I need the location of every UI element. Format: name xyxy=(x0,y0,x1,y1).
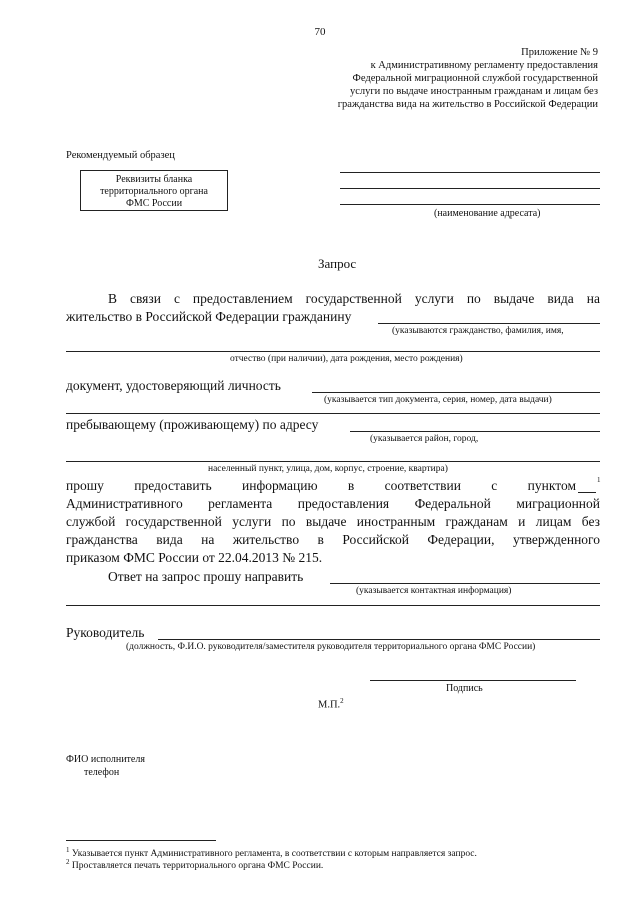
appendix-line: гражданства вида на жительство в Российской Федерации xyxy=(337,99,598,110)
addressee-caption: (наименование адресата) xyxy=(434,208,541,219)
answer-label: Ответ на запрос прошу направить xyxy=(108,569,304,584)
head-label: Руководитель xyxy=(66,625,145,640)
appendix-line: к Административному регламенту предоставления xyxy=(370,60,598,71)
footnote-separator xyxy=(66,840,216,841)
executor-phone: телефон xyxy=(84,767,120,778)
seal-label xyxy=(318,697,344,711)
document-field-line[interactable] xyxy=(312,392,600,393)
addressee-line[interactable] xyxy=(340,188,600,189)
contact-field-line-2[interactable] xyxy=(66,605,600,606)
head-caption: (должность, Ф.И.О. руководителя/заместителя руководителя территориального органа ФМС России) xyxy=(126,642,536,652)
footnote-text: Проставляется печать территориального органа ФМС России. xyxy=(71,861,324,872)
patronymic-caption: отчество (при наличии), дата рождения, место рождения) xyxy=(230,354,463,364)
citizen-caption: (указываются гражданство, фамилия, имя, xyxy=(392,326,564,336)
document-caption: (указывается тип документа, серия, номер, дата выдачи) xyxy=(324,395,552,405)
request-line1: прошу предоставить информацию в соответствии с пунктом xyxy=(66,478,576,493)
address-field-line-2[interactable] xyxy=(66,461,600,462)
address-caption-1: (указывается район, город, xyxy=(370,434,479,444)
footnote-text: Указывается пункт Административного регламента, в соответствии с которым направляется запрос. xyxy=(71,849,477,860)
signature-line[interactable] xyxy=(370,680,576,681)
appendix-header xyxy=(338,46,598,111)
footnote-2 xyxy=(66,858,323,871)
recommended-sample-label: Рекомендуемый образец xyxy=(66,150,175,161)
appendix-line: услуги по выдаче иностранным гражданам и лицам без xyxy=(349,86,598,97)
document-label: документ, удостоверяющий личность xyxy=(66,378,281,393)
addressee-line[interactable] xyxy=(340,204,600,205)
stamp-line: Реквизиты бланка xyxy=(115,174,193,185)
footnote-ref-2: 2 xyxy=(340,697,344,705)
request-line5: приказом ФМС России от 22.04.2013 № 215. xyxy=(66,550,323,565)
para1-line1: В связи с предоставлением государственной услуги по выдаче вида на xyxy=(108,291,600,306)
document-field-line-2[interactable] xyxy=(66,413,600,414)
executor-name: ФИО исполнителя xyxy=(66,754,145,765)
stamp-line: ФМС России xyxy=(125,198,183,209)
seal-text: М.П. xyxy=(318,699,341,711)
para1-line2: жительство в Российской Федерации гражданину xyxy=(66,309,352,324)
footnote-ref-1: 1 xyxy=(597,476,601,484)
request-line4: гражданства вида на жительство в Российской Федерации, утвержденного xyxy=(66,532,600,547)
page-number: 70 xyxy=(314,26,326,38)
request-line3: службой государственной услуги по выдаче иностранным гражданам и лицам без xyxy=(66,514,600,529)
stamp-line: территориального органа xyxy=(100,186,208,197)
address-label: пребывающему (проживающему) по адресу xyxy=(66,417,319,432)
document-title: Запрос xyxy=(318,256,357,271)
clause-number-line[interactable] xyxy=(578,492,596,493)
contact-field-line[interactable] xyxy=(330,583,600,584)
head-field-line[interactable] xyxy=(158,639,600,640)
footnote-mark: 1 xyxy=(66,846,70,854)
citizen-field-line[interactable] xyxy=(378,323,600,324)
citizen-field-line-2[interactable] xyxy=(66,351,600,352)
address-caption-2: населенный пункт, улица, дом, корпус, строение, квартира) xyxy=(208,464,448,474)
appendix-line: Федеральной миграционной службой государственной xyxy=(352,73,598,84)
request-line2: Административного регламента предоставления Федеральной миграционной xyxy=(66,496,600,511)
footnote-mark: 2 xyxy=(66,858,70,866)
addressee-line[interactable] xyxy=(340,172,600,173)
appendix-line: Приложение № 9 xyxy=(521,47,598,58)
signature-caption: Подпись xyxy=(446,683,483,694)
letterhead-stamp-box xyxy=(80,170,228,211)
address-field-line[interactable] xyxy=(350,431,600,432)
contact-caption: (указывается контактная информация) xyxy=(356,586,512,596)
